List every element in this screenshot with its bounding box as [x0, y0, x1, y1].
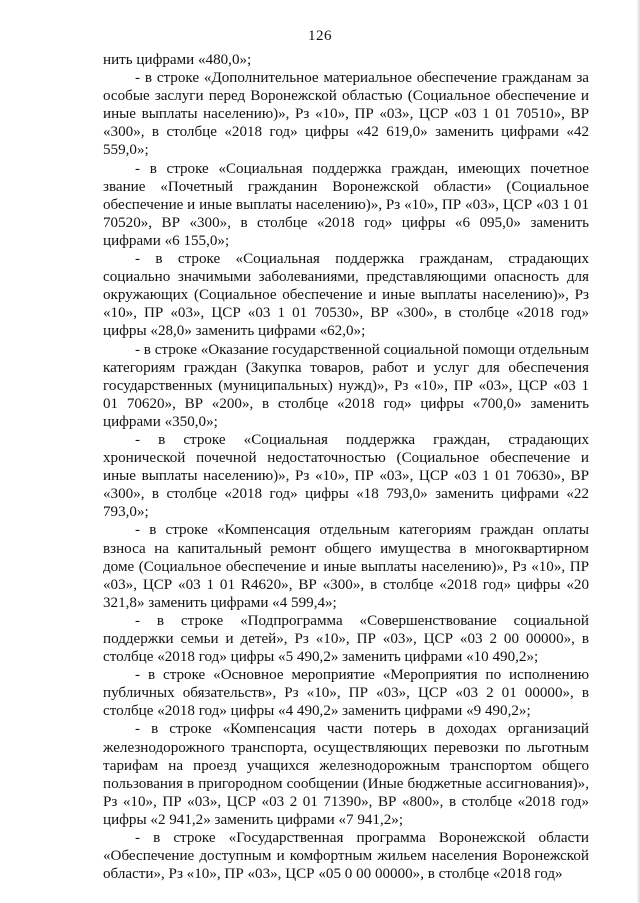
amendment-paragraph: - в строке «Подпрограмма «Совершенствование социальной поддержки семьи и детей», Рз «10», ПР «03», ЦСР «03 2 00 00000», в столбце «2018 год» цифры «5 490,2» заменить цифрами «10 490,2»; — [103, 612, 589, 666]
amendment-paragraph: - в строке «Компенсация отдельным категориям граждан оплаты взноса на капитальный ремонт общего имущества в многоквартирном доме (Социальное обеспечение и иные выплаты населению)», Рз «10», ПР «03», ЦСР «03 1 01 R4620», ВР «300», в столбце «2018 год» цифры «20 321,8» заменить цифрами «4 599,4»; — [103, 522, 589, 611]
amendment-paragraph: - в строке «Дополнительное материальное обеспечение гражданам за особые заслуги перед Воронежской областью (Социальное обеспечение и иные выплаты населению)», Рз «10», ПР «03», ЦСР «03 1 01 70510», ВР «300», в столбце «2018 год» цифры «42 619,0» заменить цифрами «42 559,0»; — [103, 70, 589, 159]
paragraph-continuation: нить цифрами «480,0»; — [103, 52, 252, 68]
amendment-paragraph: - в строке «Оказание государственной социальной помощи отдельным категориям граждан (Закупка товаров, работ и услуг для обеспечения государственных (муниципальных) нужд)», Рз «10», ПР «03», ЦСР «03 1 01 70620», ВР «200», в столбце «2018 год» цифры «700,0» заменить цифрами «350,0»; — [103, 341, 589, 430]
amendment-paragraph: - в строке «Социальная поддержка граждан, имеющих почетное звание «Почетный гражданин Воронежской области» (Социальное обеспечение и иные выплаты населению)», Рз «10», ПР «03», ЦСР «03 1 01 70520», ВР «300», в столбце «2018 год» цифры «6 095,0» заменить цифрами «6 155,0»; — [103, 160, 589, 249]
amendment-paragraph: - в строке «Социальная поддержка граждан, страдающих хронической почечной недостаточностью (Социальное обеспечение и иные выплаты населению)», Рз «10», ПР «03», ЦСР «03 1 01 70630», ВР «300», в столбце «2018 год» цифры «18 793,0» заменить цифрами «22 793,0»; — [103, 431, 589, 521]
page-number: 126 — [308, 28, 332, 44]
amendment-paragraph: - в строке «Основное мероприятие «Мероприятия по исполнению публичных обязательств», Рз «10», ПР «03», ЦСР «03 2 01 00000», в столбце «2018 год» цифры «4 490,2» заменить цифрами «9 490,2»; — [103, 667, 589, 720]
amendment-paragraph: - в строке «Компенсация части потерь в доходах организаций железнодорожного транспорта, осуществляющих перевозки по льготным тарифам на проезд учащихся железнодорожным транспортом общего пользования в пригородном сообщении (Иные бюджетные ассигнования)», Рз «10», ПР «03», ЦСР «03 2 01 71390», ВР «800», в столбце «2018 год» цифры «2 941,2» заменить цифрами «7 941,2»; — [103, 721, 589, 828]
amendment-paragraph: - в строке «Государственная программа Воронежской области «Обеспечение доступным и комфортным жильем населения Воронежской области», Рз «10», ПР «03», ЦСР «05 0 00 00000», в столбце «2018 год» — [103, 830, 589, 883]
document-body — [103, 51, 589, 883]
amendment-paragraph: - в строке «Социальная поддержка гражданам, страдающих социально значимыми заболеваниями, представляющими опасность для окружающих (Социальное обеспечение и иные выплаты населению)», Рз «10», ПР «03», ЦСР «03 1 01 70530», ВР «300», в столбце «2018 год» цифры «28,0» заменить цифрами «62,0»; — [103, 251, 589, 340]
